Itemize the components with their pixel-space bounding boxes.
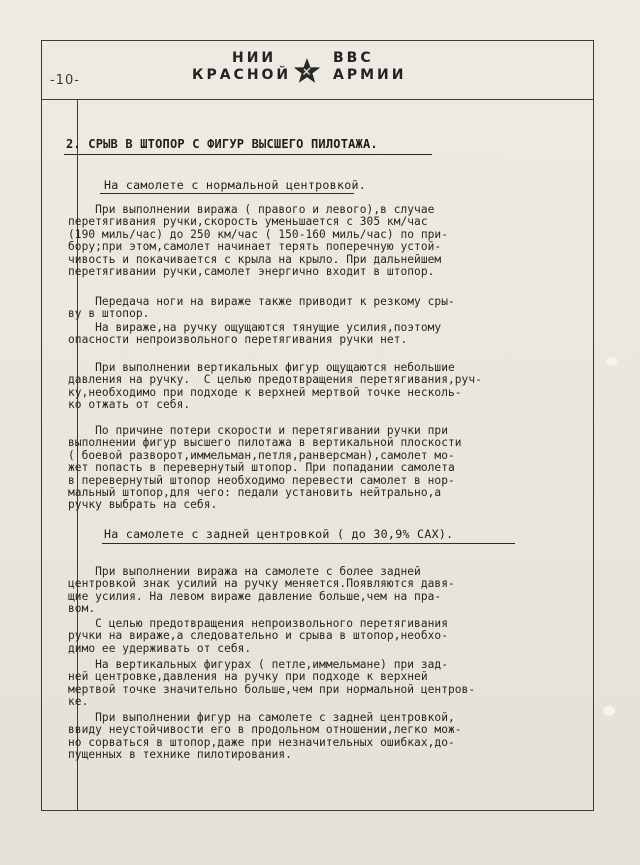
subsection-underline-normal-cg <box>100 193 354 194</box>
typed-line: С целью предотвращения непроизвольного перетягивания <box>68 617 448 630</box>
typed-line: ку,необходимо при подходе к верхней мертвой точке несколь- <box>68 385 462 399</box>
typed-line: При выполнении виража на самолете с более задней <box>68 565 421 578</box>
typed-line: в перевернутый штопор необходимо перевести самолет в нор- <box>68 473 455 487</box>
typed-line: ву в штопор. <box>68 307 150 321</box>
typed-line: вом. <box>68 602 96 616</box>
paragraph-turn-overpull <box>68 204 448 278</box>
typed-line: мертвой точке значительно больше,чем при нормальной центров- <box>68 682 476 696</box>
typed-line: перетягивания ручки,скорость уменьшается с 305 км/час <box>68 215 428 229</box>
typed-line: центровкой знак усилий на ручку меняется.Появляются давя- <box>68 577 455 591</box>
typed-line: ко отжать от себя. <box>68 398 191 412</box>
typed-line: ручку выбрать на себя. <box>68 498 218 512</box>
typed-line: При выполнении вертикальных фигур ощущаются небольшие <box>68 361 455 374</box>
section-title: 2. СРЫВ В ШТОПОР С ФИГУР ВЫСШЕГО ПИЛОТАЖА. <box>66 137 378 151</box>
header-nii: НИИ <box>232 50 277 66</box>
typed-line: ввиду неустойчивости его в продольном отношении,легко мож- <box>68 723 462 737</box>
typed-line: давления на ручку. С целью предотвращения перетягивания,руч- <box>68 373 482 387</box>
typed-line: но сорваться в штопор,даже при незначительных ошибках,до- <box>68 735 455 749</box>
subsection-heading-normal-cg: На самолете с нормальной центровкой. <box>104 178 367 192</box>
red-star-emblem-icon <box>294 58 320 84</box>
typed-line: На вираже,на ручку ощущаются тянущие усилия,поэтому <box>68 321 442 334</box>
typed-line: ке. <box>68 695 89 709</box>
typed-line: По причине потери скорости и перетягивании ручки при <box>68 424 448 437</box>
typed-line: бору;при этом,самолет начинает терять поперечную устой- <box>68 240 442 254</box>
paragraph-vertical-figures <box>68 362 482 412</box>
typed-line: Передача ноги на вираже также приводит к резкому сры- <box>68 295 455 308</box>
header-krasnoy: КРАСНОЙ <box>192 67 292 83</box>
typed-line: опасности непроизвольного перетягивания ручки нет. <box>68 333 408 347</box>
paragraph-prevent-overpull <box>68 618 448 655</box>
typed-line: димо ее удерживать от себя. <box>68 641 252 655</box>
paragraph-aft-cg-instability <box>68 712 462 762</box>
typed-line: мальный штопор,для чего: педали установить нейтрально,а <box>68 486 442 500</box>
punch-hole <box>603 706 615 716</box>
page-number: -10- <box>50 73 80 88</box>
punch-hole <box>606 357 617 366</box>
typed-line: жет попасть в перевернутый штопор. При попадании самолета <box>68 461 455 475</box>
typed-line: (190 миль/час) до 250 км/час ( 150-160 миль/час) по при- <box>68 227 448 241</box>
header-vvs: ВВС <box>333 50 374 66</box>
paragraph-inverted-spin <box>68 425 462 512</box>
typed-line: На вертикальных фигурах ( петле,иммельмане) при зад- <box>68 658 448 671</box>
header-divider <box>41 99 594 100</box>
typed-line: ней центровке,давления на ручку при подходе к верхней <box>68 670 428 684</box>
typed-line: чивость и покачивается с крыла на крыло. При дальнейшем <box>68 252 442 266</box>
paragraph-pulling-forces <box>68 322 441 347</box>
subsection-heading-aft-cg: На самолете с задней центровкой ( до 30,9% САХ). <box>104 527 454 541</box>
paragraph-aft-cg-vertical <box>68 659 475 709</box>
typed-line: При выполнении виража ( правого и левого),в случае <box>68 203 435 216</box>
typed-line: выполнении фигур высшего пилотажа в вертикальной плоскости <box>68 436 462 450</box>
paragraph-rudder-on-turn <box>68 296 455 321</box>
header-armii: АРМИИ <box>333 67 407 83</box>
typed-line: перетягивании ручки,самолет энергично входит в штопор. <box>68 265 435 279</box>
typed-line: пущенных в технике пилотирования. <box>68 748 292 762</box>
typed-line: ручки на вираже,а следовательно и срыва в штопор,необхо- <box>68 629 448 643</box>
typed-line: ( боевой разворот,иммельман,петля,ранверсман),самолет мо- <box>68 448 455 462</box>
section-title-underline <box>64 154 432 155</box>
paragraph-aft-cg-turn <box>68 566 455 616</box>
typed-line: щие усилия. На левом вираже давление больше,чем на пра- <box>68 589 442 603</box>
typed-line: При выполнении фигур на самолете с задней центровкой, <box>68 711 455 724</box>
subsection-underline-aft-cg <box>102 543 515 544</box>
